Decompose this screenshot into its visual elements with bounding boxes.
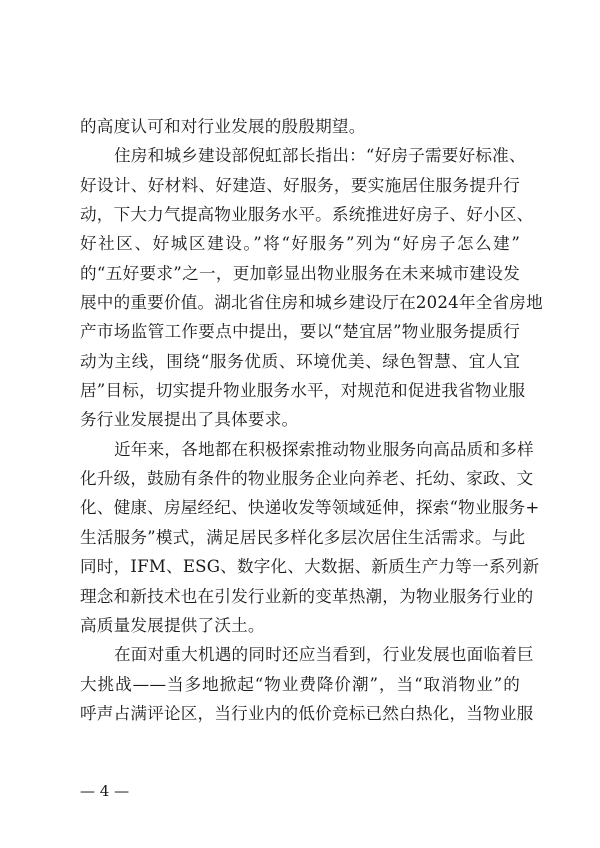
- text-line: 在面对重大机遇的同时还应当看到，行业发展也面临着巨: [114, 645, 534, 665]
- text-line: 化、健康、房屋经纪、快递收发等领域延伸，探索“物业服务+: [80, 498, 540, 518]
- text-line: 的高度认可和对行业发展的殷殷期望。: [80, 117, 366, 136]
- text-line: 居”目标，切实提升物业服务水平，对规范和促进我省物业服: [80, 381, 526, 401]
- text-line: 理念和新技术也在引发行业新的变革热潮，为物业服务行业的: [80, 586, 534, 606]
- text-line: 的“五好要求”之一，更加彰显出物业服务在未来城市建设发: [80, 263, 520, 283]
- text-line: 大挑战——当多地掀起“物业费降价潮”，当“取消物业”的: [80, 674, 520, 694]
- page-number: — 4 —: [80, 782, 130, 800]
- text-line: 好设计、好材料、好建造、好服务，要实施居住服务提升行: [80, 175, 520, 195]
- text-line: 务行业发展提出了具体要求。: [80, 410, 299, 430]
- text-line: 产市场监管工作要点中提出，要以“楚宜居”物业服务提质行: [80, 322, 520, 342]
- text-line: 高质量发展提供了沃土。: [80, 615, 265, 635]
- text-line: 呼声占满评论区，当行业内的低价竞标已然白热化，当物业服: [80, 703, 534, 723]
- body-text: [80, 112, 543, 728]
- text-line: 动，下大力气提高物业服务水平。系统推进好房子、好小区、: [80, 205, 534, 225]
- text-line: 化升级，鼓励有条件的物业服务企业向养老、托幼、家政、文: [80, 469, 534, 489]
- text-line: 动为主线，围绕“服务优质、环境优美、绿色智慧、宜人宜: [80, 351, 520, 371]
- text-line: 住房和城乡建设部倪虹部长指出：“好房子需要好标准、: [114, 146, 526, 166]
- text-line: 同时，IFM、ESG、数字化、大数据、新质生产力等一系列新: [80, 557, 540, 577]
- text-line: 展中的重要价值。湖北省住房和城乡建设厅在2024年全省房地: [80, 293, 543, 313]
- text-line: 好社区、好城区建设。”将“好服务”列为“好房子怎么建”: [80, 234, 520, 254]
- text-line: 生活服务”模式，满足居民多样化多层次居住生活需求。与此: [80, 527, 526, 547]
- text-line: 近年来，各地都在积极探索推动物业服务向高品质和多样: [114, 439, 534, 459]
